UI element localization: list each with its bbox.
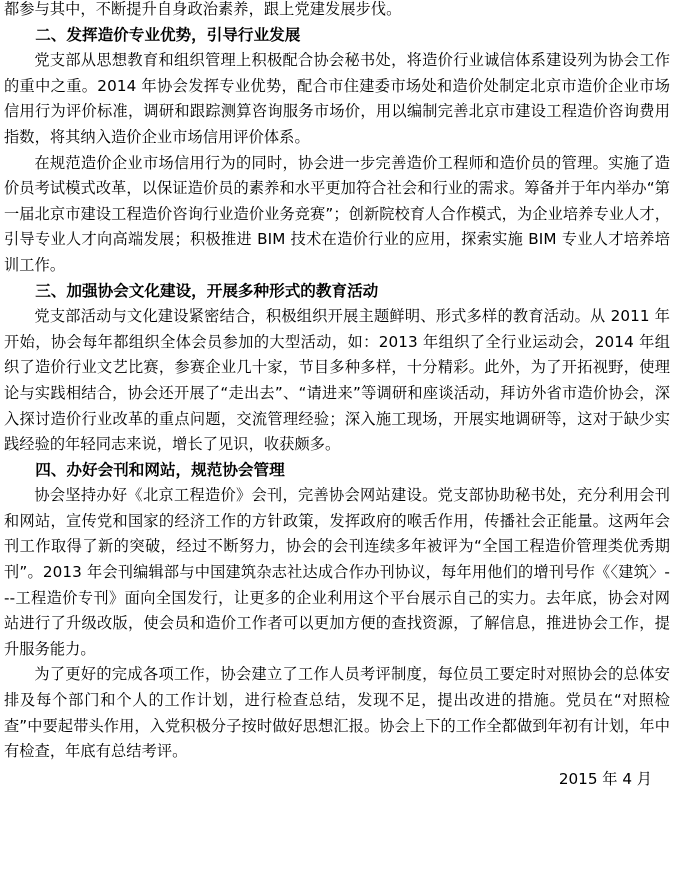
section-4-paragraph-2: 为了更好的完成各项工作，协会建立了工作人员考评制度，每位员工要定时对照协会的总体安排及每个部门和个人的工作计划，进行检查总结，发现不足，提出改进的措施。党员在“对照检查”中要起带头作用，入党积极分子按时做好思想汇报。协会上下的工作全都做到年初有计划，年中有检查，年底有总结考评。 xyxy=(4,665,670,761)
section-2-paragraph-2: 在规范造价企业市场信用行为的同时，协会进一步完善造价工程师和造价员的管理。实施了造价员考试模式改革，以保证造价员的素养和水平更加符合社会和行业的需求。筹备并于年内举办“第一届北京市建设工程造价咨询行业造价业务竞赛”；创新院校育人合作模式，为企业培养专业人才，引导专业人才向高端发展；积极推进 BIM 技术在造价行业的应用，探索实施 BIM 专业人才培养培训工作。 xyxy=(4,153,670,274)
section-2-paragraph-1: 党支部从思想教育和组织管理上积极配合协会秘书处，将造价行业诚信体系建设列为协会工作的重中之重。2014 年协会发挥专业优势，配合市住建委市场处和造价处制定北京市造价企业市场信用行为评价标准，调研和跟踪测算咨询服务市场价，用以编制完善北京市建设工程造价咨询费用指数，将其纳入造价企业市场信用评价体系。 xyxy=(4,51,670,146)
document-date: 2015 年 4 月 xyxy=(558,769,652,788)
section-3-heading: 三、加强协会文化建设，开展多种形式的教育活动 xyxy=(35,281,379,300)
section-2-heading: 二、发挥造价专业优势，引导行业发展 xyxy=(35,25,301,44)
intro-tail-paragraph: 都参与其中，不断提升自身政治素养，跟上党建发展步伐。 xyxy=(4,0,402,18)
section-3-paragraph-1: 党支部活动与文化建设紧密结合，积极组织开展主题鲜明、形式多样的教育活动。从 2011 年开始，协会每年都组织全体会员参加的大型活动，如：2013 年组织了全行业运动会，2014 年组织了造价行业文艺比赛，参赛企业几十家，节目多种多样，十分精彩。此外，为了开拓视野，使理论与实践相结合，协会还开展了“走出去”、“请进来”等调研和座谈活动，拜访外省市造价协会，深入探讨造价行业改革的重点问题，交流管理经验；深入施工现场，开展实地调研等，这对于缺少实践经验的年轻同志来说，增长了见识，收获颇多。 xyxy=(4,307,670,454)
section-4-heading: 四、办好会刊和网站，规范协会管理 xyxy=(35,460,285,479)
section-4-paragraph-1: 协会坚持办好《北京工程造价》会刊，完善协会网站建设。党支部协助秘书处，充分利用会刊和网站，宣传党和国家的经济工作的方针政策，发挥政府的喉舌作用，传播社会正能量。这两年会刊工作取得了新的突破，经过不断努力，协会的会刊连续多年被评为“全国工程造价管理类优秀期刊”。2013 年会刊编辑部与中国建筑杂志社达成合作办刊协议，每年用他们的增刊号作《〈建筑〉---工程造价专刊》面向全国发行，让更多的企业利用这个平台展示自己的实力。去年底，协会对网站进行了升级改版，使会员和造价工作者可以更加方便的查找资源，了解信息，推进协会工作，提升服务能力。 xyxy=(4,486,670,658)
